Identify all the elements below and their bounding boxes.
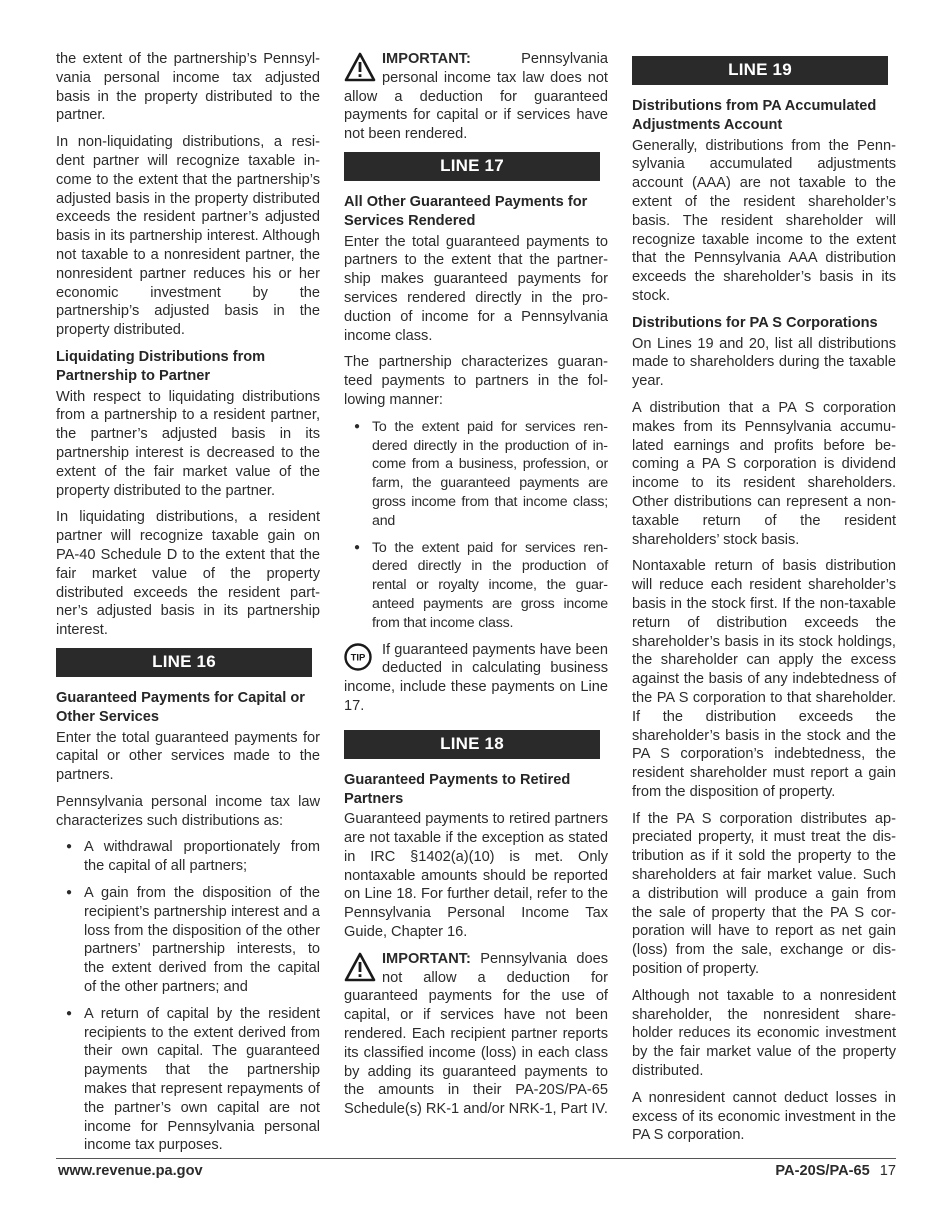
section-heading: All Other Guaranteed Payments for Services Rendered bbox=[344, 193, 588, 229]
paragraph: With respect to liquidating distributions from a partnership to a resident partner, the partner’s adjusted basis in its partnership interest is decreased to the extent of the fair market value of the property distributed to the partner. bbox=[56, 388, 320, 499]
paragraph: The partnership characterizes guaranteed payments to partners in the following manner: bbox=[344, 354, 608, 408]
page-number: 17 bbox=[879, 1163, 896, 1179]
paragraph: In liquidating distributions, a resident partner will recognize taxable gain on PA-40 Schedule D to the extent that the fair market value of the property distributed exceeds the resident partner’s adjusted basis in its partnership interest. bbox=[56, 509, 320, 639]
column-middle bbox=[344, 50, 608, 1127]
tip-text: If guaranteed payments have been deducted in calculating business income, include these payments on Line 17. bbox=[344, 641, 608, 714]
list-item: ● A return of capital by the resident recipients to the extent derived from their own capital. The guaranteed payments that the partnership makes that represent repayments of the partner’s own capital are not income for Pennsylvania personal income tax purposes. bbox=[56, 1005, 320, 1155]
list-item: ● To the extent paid for services rendered directly in the production of income from a business, profession, or farm, the guaranteed payments are gross income from that income class; and bbox=[344, 418, 608, 531]
footer-page-info bbox=[775, 1163, 896, 1179]
tip-icon-label: TIP bbox=[350, 652, 366, 664]
section-heading: Distributions for PA S Corporations bbox=[632, 314, 878, 331]
footer-website: www.revenue.pa.gov bbox=[58, 1163, 203, 1179]
paragraph: Nontaxable return of basis distribution will reduce each resident shareholder’s basis in the stock first. If the non-taxable return of distribution exceeds the shareholder’s basis in its stock holdings, the shareholder can apply the excess against the basis of any indebtedness of the PA S corporation to that shareholder. If the distribution exceeds the shareholder’s basis in the stock and the PA S corporation’s indebtedness, the resident shareholder must report a gain from the disposition of property. bbox=[632, 558, 896, 800]
section-heading: Guaranteed Payments to Retired Partners bbox=[344, 771, 571, 807]
list-item: ● To the extent paid for services rendered directly in the production of rental or royalty income, the guaranteed payments are gross income from that income class. bbox=[344, 539, 608, 633]
important-notice bbox=[344, 950, 608, 1119]
section-heading: Liquidating Distributions from Partnership to Partner bbox=[56, 348, 266, 384]
paragraph: Generally, distributions from the Pennsylvania accumulated adjustments account (AAA) are not taxable to the extent of the resident shareholder’s basis. The resident shareholder will recognize taxable income to the extent that the Pennsylvania AAA distribution exceeds the shareholder’s basis in its stock. bbox=[632, 137, 896, 304]
list-item: ● A withdrawal proportionately from the capital of all partners; bbox=[56, 838, 320, 876]
footer-form-number: PA-20S/PA-65 bbox=[775, 1163, 870, 1179]
list-item: ● A gain from the disposition of the recipient’s partnership interest and a loss from the disposition of the other partners’ partnership interests, to the extent derived from the capital of the other partners; and bbox=[56, 884, 320, 997]
paragraph: A nonresident cannot deduct losses in excess of its economic investment in the PA S corporation. bbox=[632, 1089, 896, 1144]
paragraph: the extent of the partnership’s Pennsylvania personal income tax adjusted basis in the property distributed to the partner. bbox=[56, 51, 320, 124]
paragraph: Guaranteed payments to retired partners are not taxable if the exception as stated in IRC §1402(a)(10) is met. Only nontaxable amounts should be reported on Line 18. For further detail, refer to the Pennsylvania Personal Income Tax Guide, Chapter 16. bbox=[344, 811, 608, 941]
line-19-header: LINE 19 bbox=[632, 56, 888, 85]
column-left bbox=[56, 50, 320, 1163]
important-text: Pennsylvania personal income tax law does not allow a deduction for guaranteed payments for capital or if services have not been rendered. bbox=[344, 51, 608, 143]
line-18-header: LINE 18 bbox=[344, 730, 600, 759]
important-label: IMPORTANT: bbox=[382, 950, 471, 967]
line-16-header: LINE 16 bbox=[56, 648, 312, 677]
bullet-list bbox=[56, 838, 320, 1155]
line-17-header: LINE 17 bbox=[344, 152, 600, 181]
paragraph: Enter the total guaranteed payments for capital or other services made to the partners. bbox=[56, 729, 320, 784]
paragraph: A distribution that a PA S corporation makes from its Pennsylvania accumulated earnings and profits before becoming a PA S corporation is dividend income to its resident shareholders. Other distributions can represent a non-taxable return of the resident shareholders’ stock basis. bbox=[632, 399, 896, 548]
section-heading: Distributions from PA Accumulated Adjustments Account bbox=[632, 98, 877, 133]
paragraph: On Lines 19 and 20, list all distributions made to shareholders during the taxable year. bbox=[632, 335, 896, 390]
paragraph: Pennsylvania personal income tax law characterizes such distributions as: bbox=[56, 793, 320, 829]
tip-icon bbox=[344, 643, 372, 671]
important-notice bbox=[344, 50, 608, 144]
tip-notice bbox=[344, 641, 608, 716]
bullet-list bbox=[344, 418, 608, 633]
paragraph: Although not taxable to a nonresident shareholder, the nonresident shareholder reduces its economic investment by the fair market value of the property distributed. bbox=[632, 987, 896, 1080]
warning-icon bbox=[344, 952, 376, 982]
column-right bbox=[632, 50, 896, 1153]
section-heading: Guaranteed Payments for Capital or Other Services bbox=[56, 689, 305, 725]
important-text: Pennsylvania does not allow a deduction for guaranteed payments for the use of capital, or if services have not been rendered. Each recipient partner reports its classified income (loss) in each class by adding its guaranteed payments to the amounts in their PA-20S/PA-65 Schedule(s) RK-1 and/or NRK-1, Part IV. bbox=[344, 950, 608, 1118]
important-label: IMPORTANT: bbox=[382, 51, 471, 67]
paragraph: If the PA S corporation distributes appreciated property, it must treat the distribution as if it sold the property to the shareholders at fair market value. Such a distribution will produce a gain from the sale of property that the PA S corporation will have to report as net gain (loss) from the sale, exchange or disposition of property. bbox=[632, 810, 896, 978]
footer-divider bbox=[56, 1158, 896, 1159]
paragraph: In non-liquidating distributions, a resident partner will recognize taxable income to the extent that the partnership’s adjusted basis in the property distributed exceeds the resident partner’s adjusted basis in its partnership interest. Although not taxable to a nonresident partner, the nonresident partner reduces his or her economic investment by the partnership’s adjusted basis in the property distributed. bbox=[56, 134, 320, 339]
paragraph: Enter the total guaranteed payments to partners to the extent that the partnership makes guaranteed payments for services rendered directly in the production of income for a Pennsylvania income class. bbox=[344, 233, 608, 344]
warning-icon bbox=[344, 52, 376, 82]
